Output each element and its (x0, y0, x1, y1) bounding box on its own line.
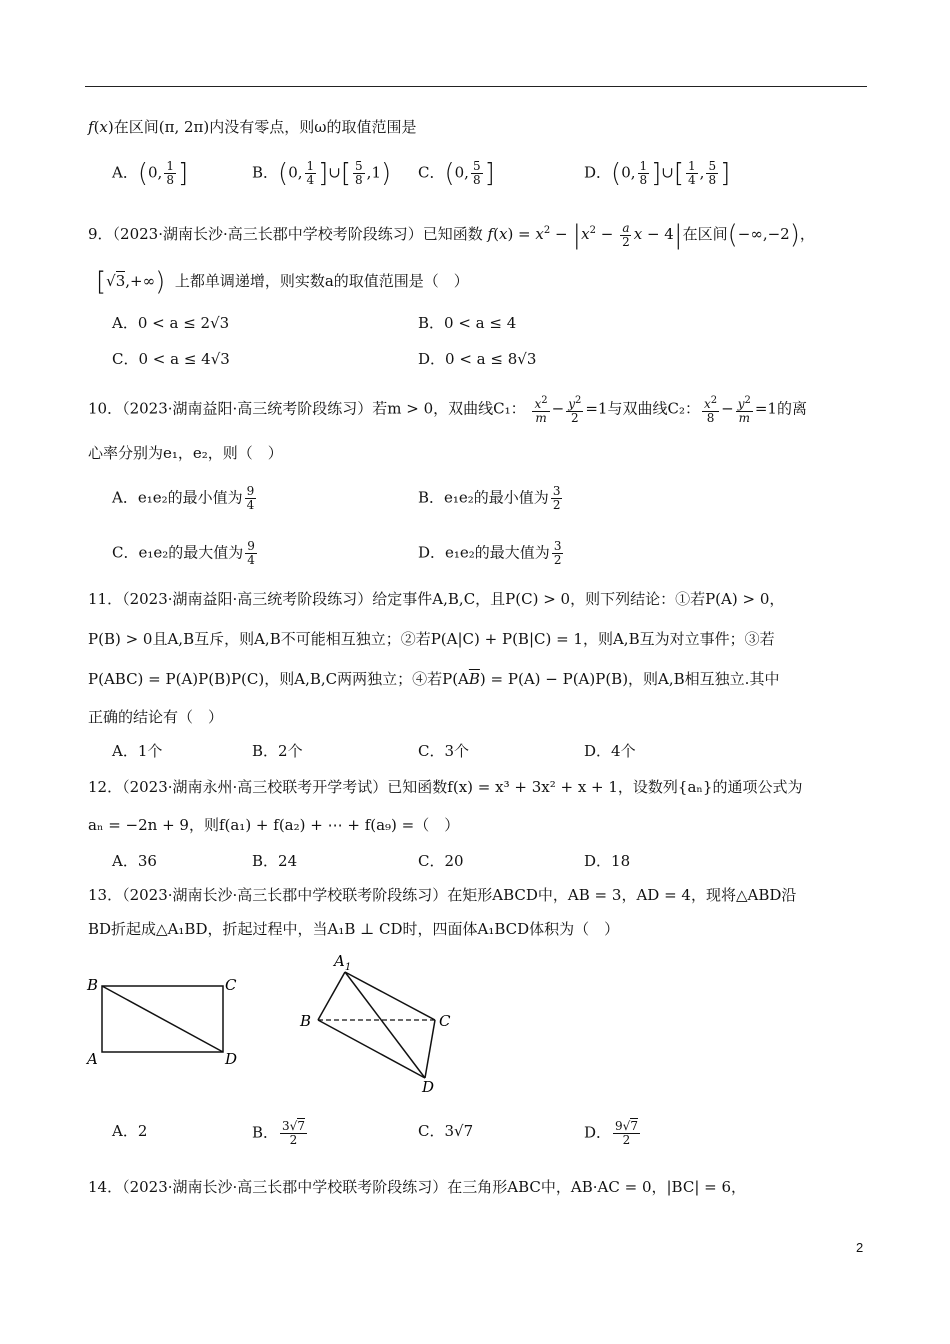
q9-option-b[interactable]: B．0 < a ≤ 4 (418, 314, 517, 332)
q10-stem-line1: 10．（2023·湖南益阳·高三统考阶段练习）若m > 0，双曲线C₁： $\frac{x^2}{m}$ − $\frac{y^2}{2}$ =1与双曲线C₂： $\frac{x^2}{8}$ − $\frac{y^2}{m}$ =1的离 (88, 395, 807, 425)
q9-option-d[interactable]: D．0 < a ≤ 8√3 (418, 350, 537, 368)
q12-stem-line1: 12．（2023·湖南永州·高三校联考开学考试）已知函数f(x) = x³ + 3x² + x + 1，设数列{aₙ}的通项公式为 (88, 778, 803, 796)
q11-stem-line3: P(ABC) = P(A)P(B)P(C)，则A,B,C两两独立；④若$P(A\overline{B}) = P(A) - P(A)P(B)$，则A,B相互独立.其中 (88, 670, 780, 688)
tetra-label-d: D (422, 1078, 435, 1096)
q8-option-b[interactable]: B．(0, $\frac{1}{4}$ ]∪[ $\frac{5}{8}$ ,1) (252, 158, 392, 189)
rect-label-d: D (225, 1050, 238, 1068)
q8-option-d[interactable]: D．(0, $\frac{1}{8}$ ]∪[ $\frac{1}{4}$ , $\frac{5}{8}$ ] (584, 158, 731, 189)
q9-stem-line1: 9．（2023·湖南长沙·高三长郡中学校考阶段练习）已知函数 $f(x) = x^2 - |x^2$ − $\frac{a}{2}$ x − 4|在区间(−∞,−2)， (88, 220, 815, 250)
q13-option-c[interactable]: C．3√7 (418, 1122, 474, 1140)
q8-stem-cont: f(x)在区间(π, 2π)内没有零点，则ω的取值范围是 (88, 118, 417, 136)
q11-option-b[interactable]: B．2个 (252, 742, 303, 760)
q12-option-c[interactable]: C．20 (418, 852, 464, 870)
q13-stem-line2: BD折起成△A₁BD，折起过程中，当A₁B ⊥ CD时，四面体A₁BCD体积为（ ） (88, 920, 620, 938)
tetra-label-a1: $A_1$ (334, 952, 352, 973)
rectangle-figure (85, 976, 237, 1068)
tetra-label-c: C (439, 1012, 451, 1030)
q9-stem-line2: [√3,+∞) 上都单调递增，则实数a的取值范围是（ ） (96, 267, 469, 297)
tetra-label-b: B (300, 1012, 312, 1030)
tetrahedron-figure (299, 952, 451, 1096)
q8-option-c[interactable]: C．(0, $\frac{5}{8}$ ] (418, 158, 495, 189)
q12-stem-line2: aₙ = −2n + 9，则f(a₁) + f(a₂) + ⋯ + f(a₉) =（ ） (88, 816, 460, 834)
q13-figures (80, 950, 480, 1096)
q13-option-b[interactable]: B． $\frac{3√7}{2}$ (252, 1119, 305, 1147)
q11-option-a[interactable]: A．1个 (112, 742, 163, 760)
q10-option-b[interactable]: B．e₁e₂的最小值为 $\frac{3}{2}$ (418, 484, 561, 512)
q9-option-c[interactable]: C．0 < a ≤ 4√3 (112, 350, 230, 368)
q13-option-a[interactable]: A．2 (112, 1122, 148, 1140)
q11-stem-line2: P(B) > 0且A,B互斥，则A,B不可能相互独立；②若P(A|C) + P(B|C) = 1，则A,B互为对立事件；③若 (88, 630, 775, 648)
q11-stem-line4: 正确的结论有（ ） (88, 708, 224, 726)
q11-stem-line1: 11．（2023·湖南益阳·高三统考阶段练习）给定事件A,B,C，且P(C) > 0，则下列结论：①若P(A) > 0， (88, 590, 785, 608)
q10-stem-line2: 心率分别为e₁，e₂，则（ ） (88, 444, 283, 462)
q12-option-b[interactable]: B．24 (252, 852, 298, 870)
page-number: 2 (856, 1240, 864, 1255)
rect-label-b: B (87, 976, 99, 994)
q8-option-a[interactable]: A．(0, $\frac{1}{8}$ ] (112, 158, 189, 189)
header-rule (85, 86, 867, 87)
q12-option-d[interactable]: D．18 (584, 852, 631, 870)
q14-stem-line1: 14．（2023·湖南长沙·高三长郡中学校联考阶段练习）在三角形ABC中，AB·AC = 0，|BC| = 6， (88, 1178, 747, 1196)
q12-option-a[interactable]: A．36 (112, 852, 157, 870)
q11-option-c[interactable]: C．3个 (418, 742, 470, 760)
rect-label-c: C (225, 976, 237, 994)
q9-option-a[interactable]: A．0 < a ≤ 2√3 (112, 314, 230, 332)
q10-option-a[interactable]: A．e₁e₂的最小值为 $\frac{9}{4}$ (112, 484, 255, 512)
q13-stem-line1: 13．（2023·湖南长沙·高三长郡中学校联考阶段练习）在矩形ABCD中，AB = 3，AD = 4，现将△ABD沿 (88, 886, 797, 904)
q10-option-c[interactable]: C．e₁e₂的最大值为 $\frac{9}{4}$ (112, 539, 255, 567)
q10-option-d[interactable]: D．e₁e₂的最大值为 $\frac{3}{2}$ (418, 539, 562, 567)
rect-label-a: A (87, 1050, 98, 1068)
q11-option-d[interactable]: D．4个 (584, 742, 636, 760)
q13-option-d[interactable]: D． $\frac{9√7}{2}$ (584, 1119, 638, 1147)
